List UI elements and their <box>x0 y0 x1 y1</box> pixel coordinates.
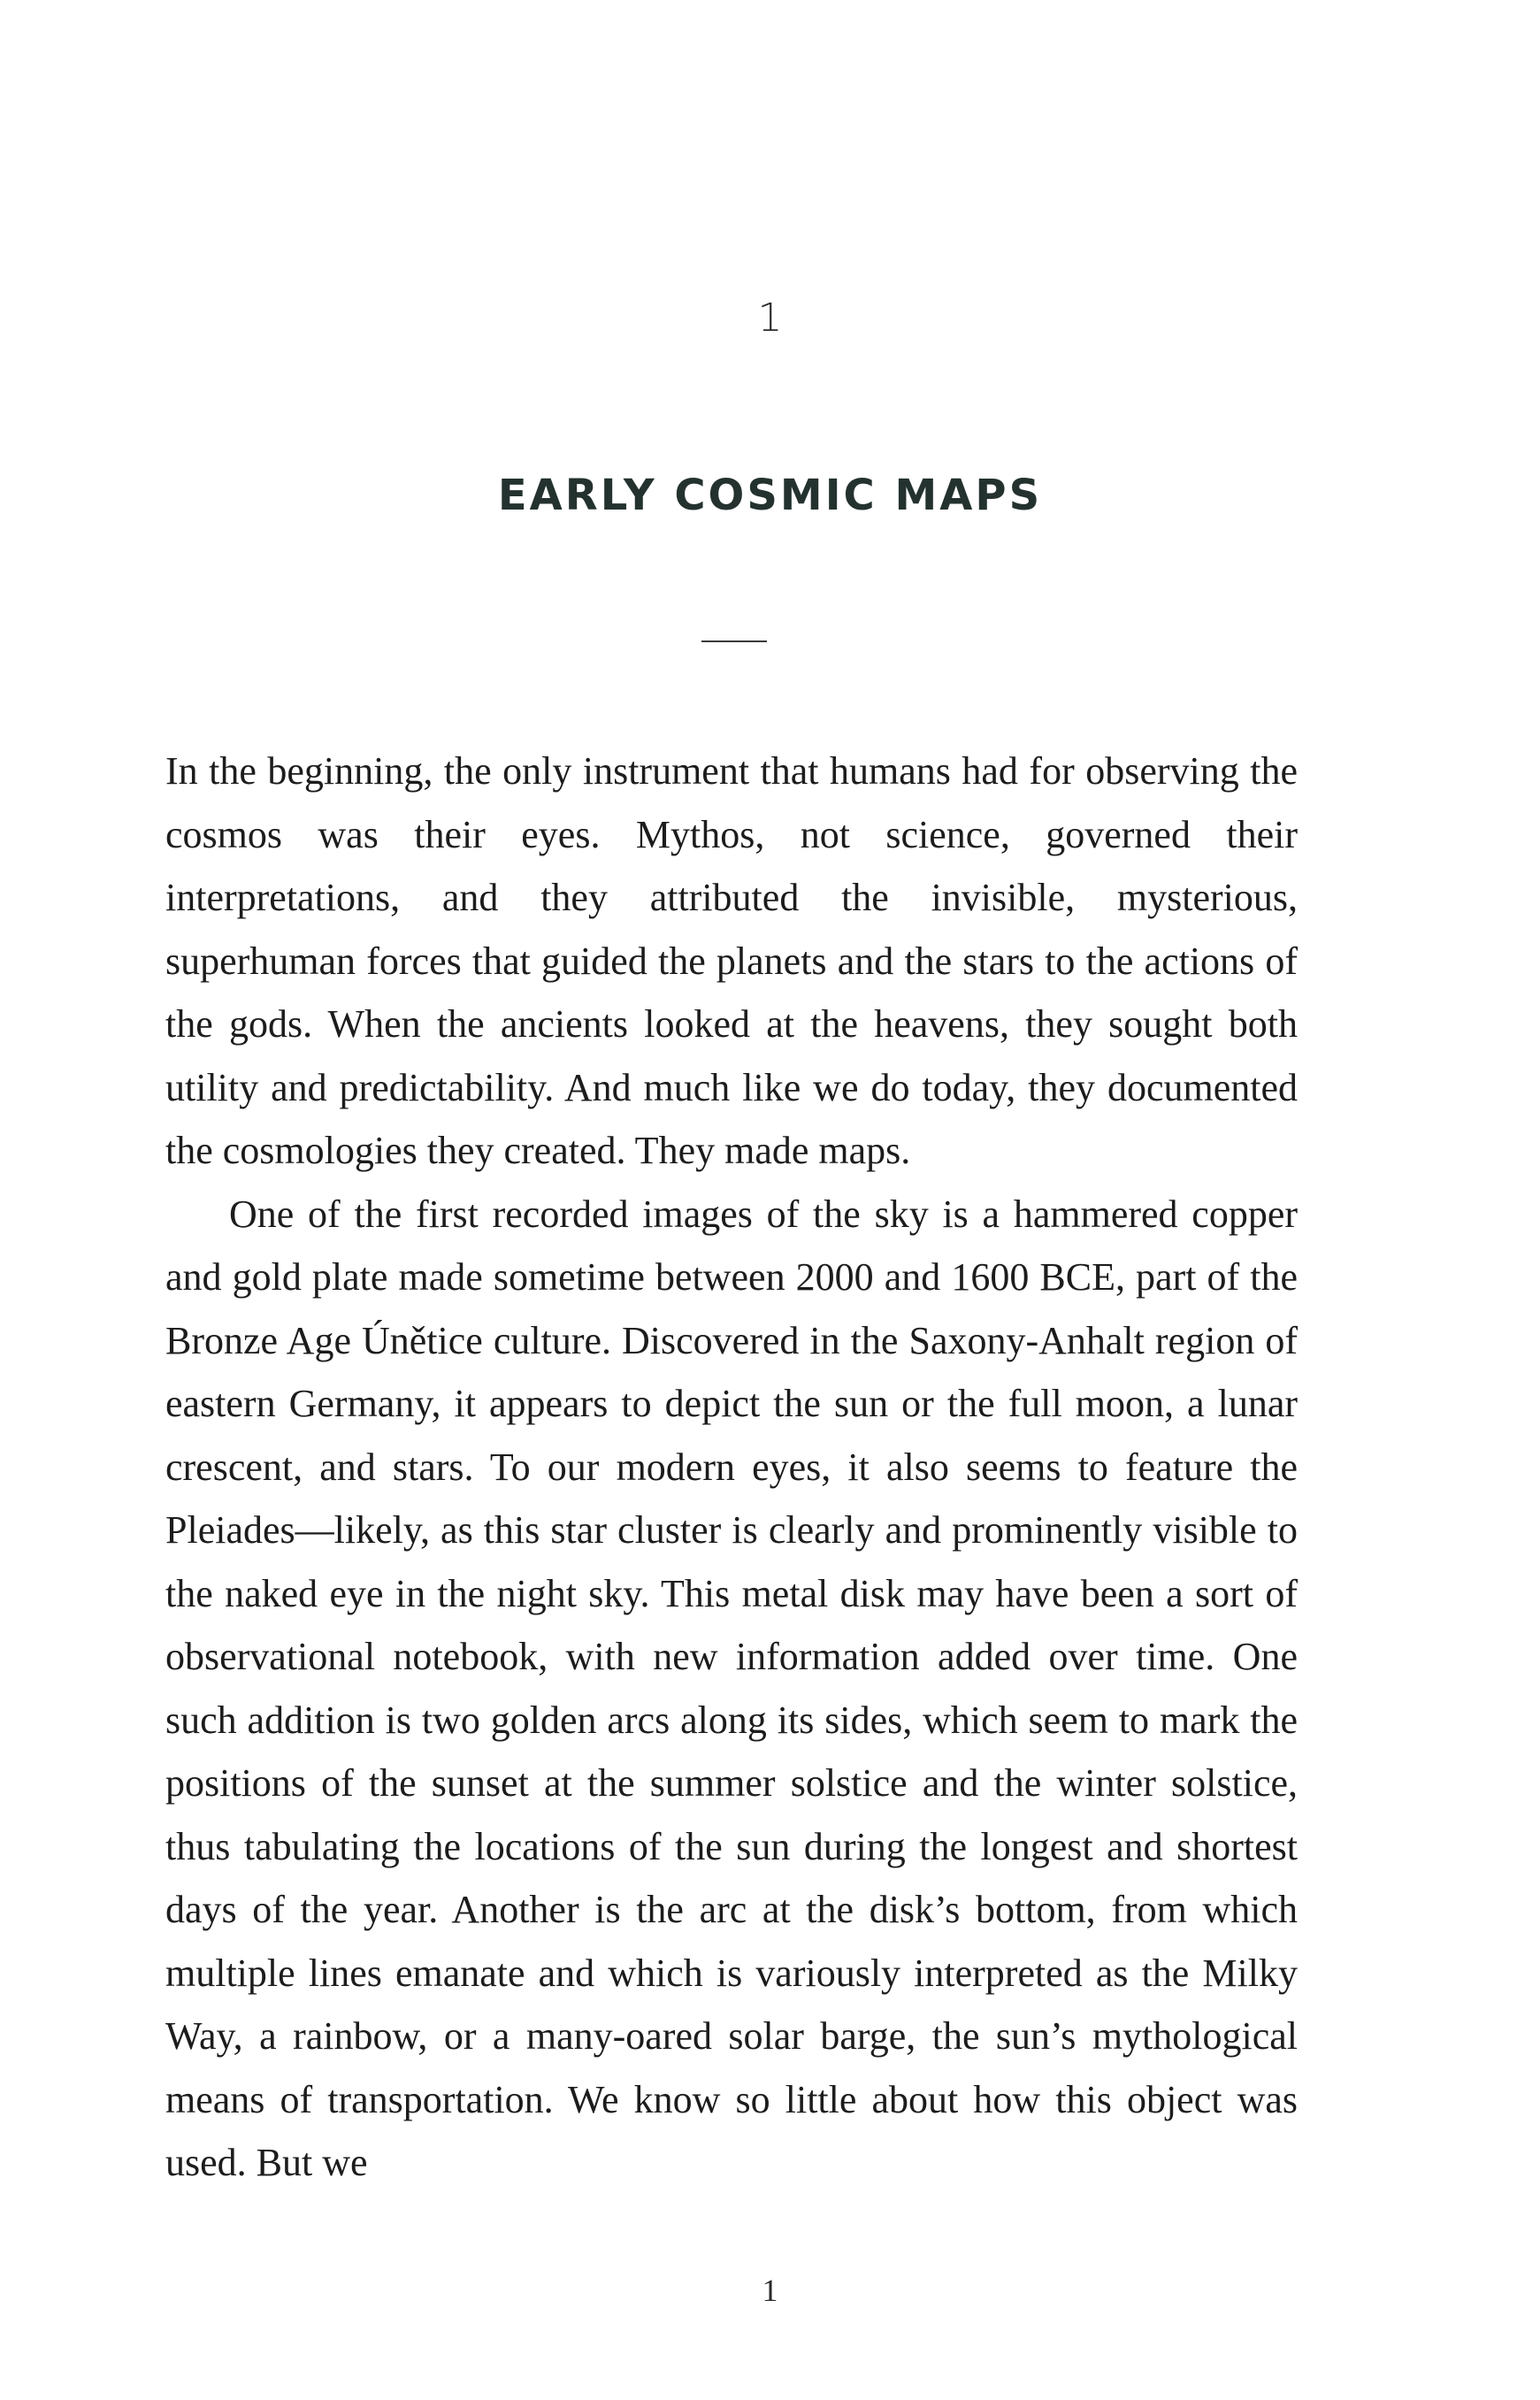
chapter-number: 1 <box>757 295 783 341</box>
page-number: 1 <box>762 2273 778 2308</box>
paragraph-1: In the beginning, the only instrument that humans had for observing the cosmos was their eyes. Mythos, not science, governed their interpretations, and they attributed the invisible, mysterious, superhuman forces that guided the planets and the stars to the actions of the gods. When the ancients looked at the heavens, they sought both utility and predictability. And much like we do today, they documented the cosmologies they created. They made maps. <box>165 749 1298 1172</box>
title-divider <box>701 640 767 642</box>
paragraph-2: One of the first recorded images of the sky is a hammered copper and gold plate made sometime between 2000 and 1600 BCE, part of the Bronze Age Únětice culture. Discovered in the Saxony-Anhalt region of eastern Germany, it appears to depict the sun or the full moon, a lunar crescent, and stars. To our modern eyes, it also seems to feature the Pleiades—likely, as this star cluster is clearly and prominently visible to the naked eye in the night sky. This metal disk may have been a sort of observational notebook, with new information added over time. One such addition is two golden arcs along its sides, which seem to mark the positions of the sunset at the summer solstice and the winter solstice, thus tabulating the locations of the sun during the longest and shortest days of the year. Another is the arc at the disk’s bottom, from which multiple lines emanate and which is variously interpreted as the Milky Way, a rainbow, or a many-oared solar barge, the sun’s mythological means of transportation. We know so little about how this object was used. But we <box>165 1192 1298 2184</box>
body-text <box>165 740 1298 2195</box>
chapter-title: EARLY COSMIC MAPS <box>497 471 1043 520</box>
